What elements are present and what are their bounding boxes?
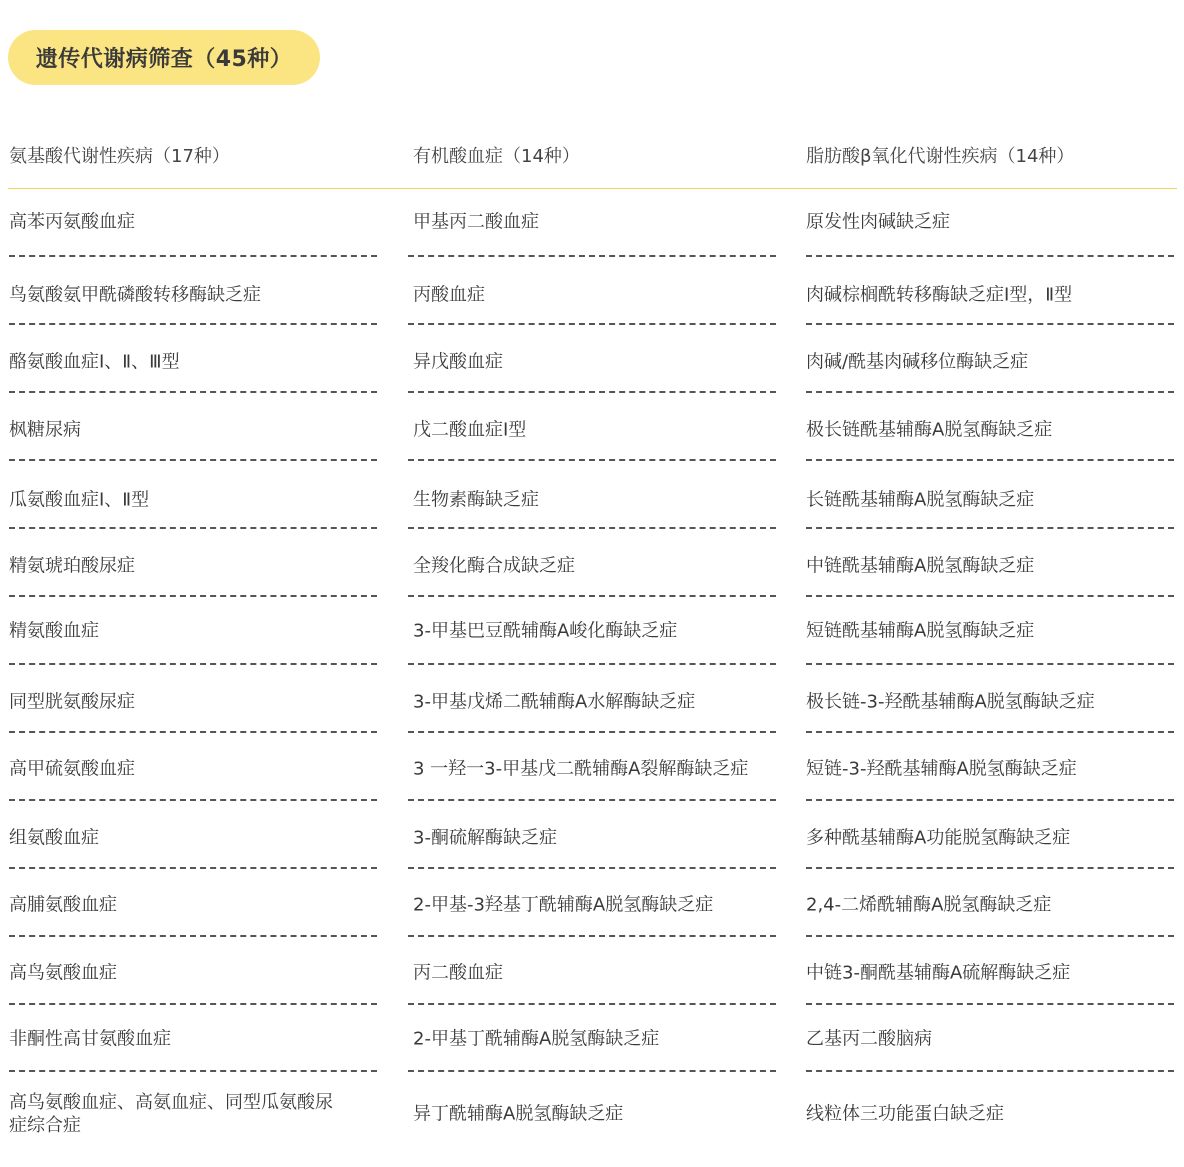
dashed-divider xyxy=(408,1003,776,1005)
disease-item: 非酮性高甘氨酸血症 xyxy=(9,1028,171,1050)
disease-item: 组氨酸血症 xyxy=(9,827,99,849)
dashed-divider xyxy=(408,595,776,597)
dashed-divider xyxy=(806,1070,1174,1072)
disease-item: 线粒体三功能蛋白缺乏症 xyxy=(806,1103,1004,1125)
disease-item: 短链酰基辅酶A脱氢酶缺乏症 xyxy=(806,620,1035,642)
disease-item: 高脯氨酸血症 xyxy=(9,894,117,916)
disease-item: 中链3-酮酰基辅酶A硫解酶缺乏症 xyxy=(806,962,1071,984)
disease-item: 全羧化酶合成缺乏症 xyxy=(413,555,575,577)
dashed-divider xyxy=(408,323,776,325)
dashed-divider xyxy=(806,799,1174,801)
disease-item: 中链酰基辅酶A脱氢酶缺乏症 xyxy=(806,555,1035,577)
dashed-divider xyxy=(408,731,776,733)
dashed-divider xyxy=(806,391,1174,393)
dashed-divider xyxy=(9,935,377,937)
dashed-divider xyxy=(9,731,377,733)
dashed-divider xyxy=(806,867,1174,869)
dashed-divider xyxy=(9,1070,377,1072)
disease-item: 异戊酸血症 xyxy=(413,351,503,373)
dashed-divider xyxy=(806,527,1174,529)
disease-item: 瓜氨酸血症Ⅰ、Ⅱ型 xyxy=(9,489,150,511)
dashed-divider xyxy=(9,799,377,801)
disease-item: 丙二酸血症 xyxy=(413,962,503,984)
disease-item: 高鸟氨酸血症 xyxy=(9,962,117,984)
disease-item: 3-甲基戊烯二酰辅酶A水解酶缺乏症 xyxy=(413,691,696,713)
disease-item: 肉碱/酰基肉碱移位酶缺乏症 xyxy=(806,351,1029,373)
disease-item: 精氨琥珀酸尿症 xyxy=(9,555,135,577)
disease-item: 极长链-3-羟酰基辅酶A脱氢酶缺乏症 xyxy=(806,691,1095,713)
dashed-divider xyxy=(9,459,377,461)
dashed-divider xyxy=(806,595,1174,597)
dashed-divider xyxy=(806,255,1174,257)
dashed-divider xyxy=(806,323,1174,325)
disease-item: 原发性肉碱缺乏症 xyxy=(806,211,950,233)
title-badge xyxy=(8,30,320,85)
disease-item: 2-甲基-3羟基丁酰辅酶A脱氢酶缺乏症 xyxy=(413,894,714,916)
dashed-divider xyxy=(806,935,1174,937)
dashed-divider xyxy=(806,663,1174,665)
dashed-divider xyxy=(408,663,776,665)
disease-item: 鸟氨酸氨甲酰磷酸转移酶缺乏症 xyxy=(9,284,261,306)
dashed-divider xyxy=(9,255,377,257)
dashed-divider xyxy=(806,731,1174,733)
dashed-divider xyxy=(408,867,776,869)
dashed-divider xyxy=(806,459,1174,461)
dashed-divider xyxy=(9,1003,377,1005)
dashed-divider xyxy=(408,459,776,461)
disease-item: 多种酰基辅酶A功能脱氢酶缺乏症 xyxy=(806,827,1071,849)
dashed-divider xyxy=(9,391,377,393)
column-header-organic-acid: 有机酸血症（14种） xyxy=(413,146,580,167)
disease-item: 高苯丙氨酸血症 xyxy=(9,211,135,233)
disease-item: 精氨酸血症 xyxy=(9,620,99,642)
disease-item: 短链-3-羟酰基辅酶A脱氢酶缺乏症 xyxy=(806,758,1077,780)
disease-item: 丙酸血症 xyxy=(413,284,485,306)
disease-item: 乙基丙二酸脑病 xyxy=(806,1028,932,1050)
dashed-divider xyxy=(408,1070,776,1072)
disease-item: 同型胱氨酸尿症 xyxy=(9,691,135,713)
disease-item: 高鸟氨酸血症、高氨血症、同型瓜氨酸尿症综合症 xyxy=(9,1092,333,1136)
column-header-fatty-acid: 脂肪酸β氧化代谢性疾病（14种） xyxy=(806,146,1075,167)
disease-item: 酪氨酸血症Ⅰ、Ⅱ、Ⅲ型 xyxy=(9,351,180,373)
dashed-divider xyxy=(408,799,776,801)
disease-item: 戊二酸血症Ⅰ型 xyxy=(413,419,527,441)
dashed-divider xyxy=(408,391,776,393)
dashed-divider xyxy=(9,323,377,325)
disease-item: 异丁酰辅酶A脱氢酶缺乏症 xyxy=(413,1103,624,1125)
page-title: 遗传代谢病筛查（45种） xyxy=(35,47,293,72)
dashed-divider xyxy=(408,935,776,937)
dashed-divider xyxy=(9,867,377,869)
column-header-amino-acid: 氨基酸代谢性疾病（17种） xyxy=(9,146,230,167)
dashed-divider xyxy=(408,527,776,529)
disease-item: 甲基丙二酸血症 xyxy=(413,211,539,233)
disease-item: 2-甲基丁酰辅酶A脱氢酶缺乏症 xyxy=(413,1028,660,1050)
dashed-divider xyxy=(9,595,377,597)
disease-item: 高甲硫氨酸血症 xyxy=(9,758,135,780)
disease-item: 肉碱棕榈酰转移酶缺乏症Ⅰ型，Ⅱ型 xyxy=(806,284,1073,306)
disease-item: 枫糖尿病 xyxy=(9,419,81,441)
dashed-divider xyxy=(408,255,776,257)
dashed-divider xyxy=(9,663,377,665)
header-divider xyxy=(8,188,1177,189)
dashed-divider xyxy=(806,1003,1174,1005)
disease-item: 3-酮硫解酶缺乏症 xyxy=(413,827,557,849)
dashed-divider xyxy=(9,527,377,529)
disease-item: 极长链酰基辅酶A脱氢酶缺乏症 xyxy=(806,419,1053,441)
disease-item: 生物素酶缺乏症 xyxy=(413,489,539,511)
disease-item: 3-甲基巴豆酰辅酶A峻化酶缺乏症 xyxy=(413,620,678,642)
disease-item: 长链酰基辅酶A脱氢酶缺乏症 xyxy=(806,489,1035,511)
disease-item: 2,4-二烯酰辅酶A脱氢酶缺乏症 xyxy=(806,894,1052,916)
disease-item: 3 一羟一3-甲基戊二酰辅酶A裂解酶缺乏症 xyxy=(413,758,749,780)
